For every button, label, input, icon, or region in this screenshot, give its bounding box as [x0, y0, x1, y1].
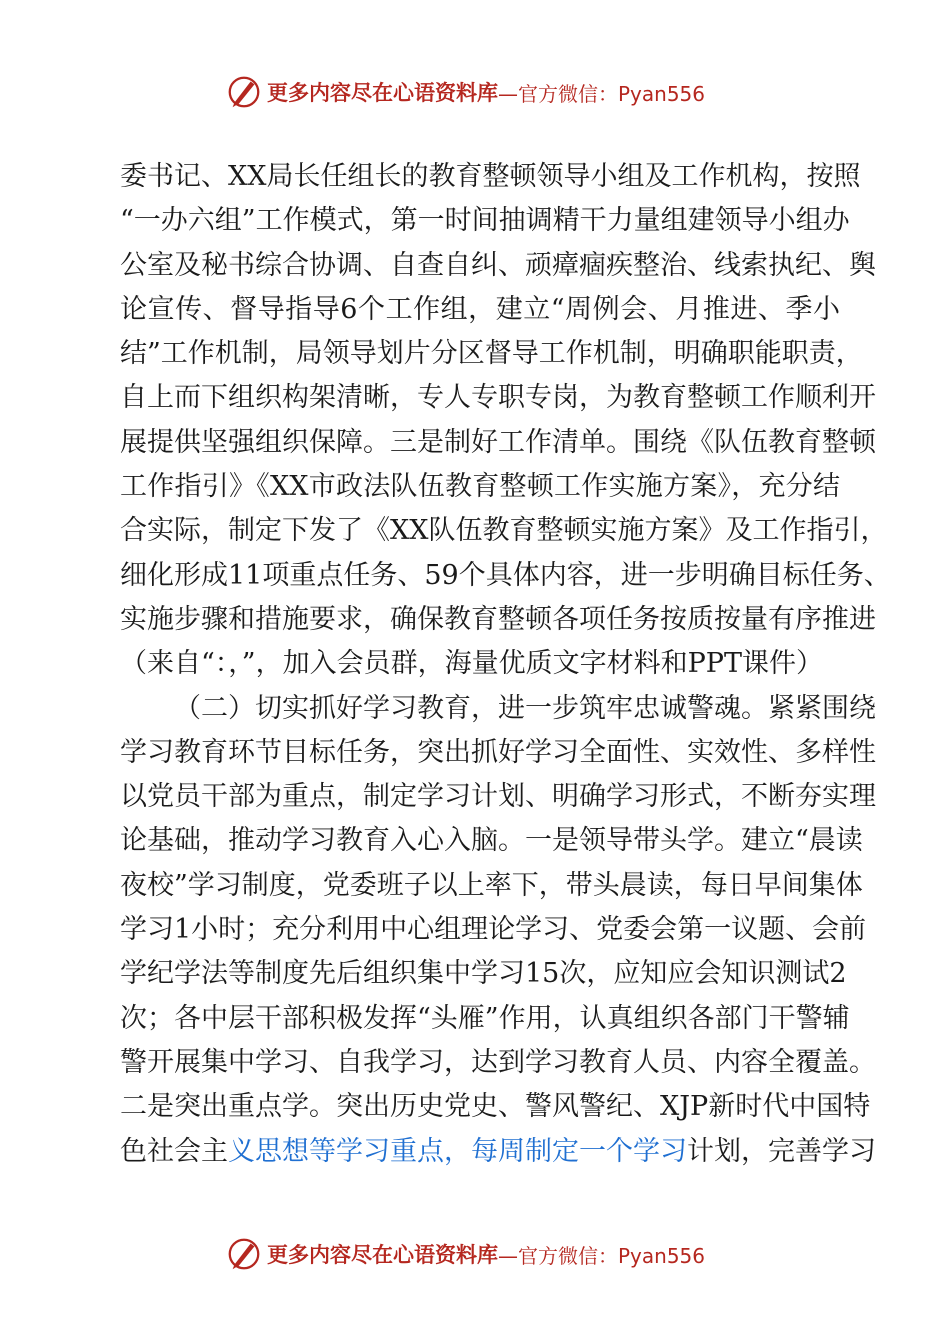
text-line: 结”工作机制，局领导划片分区督导工作机制，明确职能职责， — [120, 338, 863, 370]
banner-title: 更多内容尽在心语资料库 — [267, 80, 498, 105]
text-segment: 计划，完善学习 — [687, 1135, 876, 1167]
text-line: 自上而下组织构架清晰，专人专职专岗，为教育整顿工作顺利开 — [120, 382, 876, 414]
text-line: 夜校”学习制度，党委班子以上率下，带头晨读，每日早间集体 — [120, 869, 863, 901]
document-body — [120, 155, 891, 1174]
text-line: 学习1小时；充分利用中心组理论学习、党委会第一议题、会前 — [120, 914, 867, 946]
text-line: 实施步骤和措施要求，确保教育整顿各项任务按质按量有序推进 — [120, 603, 876, 635]
text-line: 以党员干部为重点，制定学习计划、明确学习形式，不断夯实理 — [120, 781, 876, 813]
text-line: 二是突出重点学。突出历史党史、警风警纪、XJP新时代中国特 — [120, 1091, 871, 1123]
footer-banner — [225, 1234, 745, 1274]
text-line: 合实际，制定下发了《XX队伍教育整顿实施方案》及工作指引， — [120, 515, 888, 547]
header-banner — [225, 72, 745, 112]
highlighted-text: 义思想等学习重点，每周制定一个学习 — [228, 1135, 687, 1167]
text-line: 警开展集中学习、自我学习，达到学习教育人员、内容全覆盖。 — [120, 1046, 876, 1078]
text-line: “一办六组”工作模式，第一时间抽调精干力量组建领导小组办 — [120, 205, 850, 237]
text-line: 公室及秘书综合协调、自查自纠、顽瘴痼疾整治、线索执纪、舆 — [120, 249, 876, 281]
text-line: 工作指引》《XX市政法队伍教育整顿工作实施方案》，充分结 — [120, 471, 840, 503]
pen-logo-icon — [225, 1235, 263, 1273]
text-line: 论基础，推动学习教育入心入脑。一是领导带头学。建立“晨读 — [120, 825, 863, 857]
text-line: 学纪学法等制度先后组织集中学习15次，应知应会知识测试2 — [120, 958, 847, 990]
text-line-last — [120, 1130, 876, 1174]
pen-logo-icon — [225, 73, 263, 111]
banner-title: 更多内容尽在心语资料库 — [267, 1242, 498, 1267]
text-segment: 色社会主 — [120, 1135, 228, 1167]
text-line: 委书记、XX局长任组长的教育整顿领导小组及工作机构，按照 — [120, 161, 861, 192]
banner-wechat: —官方微信：Pyan556 — [498, 1243, 706, 1268]
banner-wechat: —官方微信：Pyan556 — [498, 81, 706, 106]
section-heading-line: （二）切实抓好学习教育，进一步筑牢忠诚警魂。紧紧围绕 — [174, 692, 876, 724]
text-line: 论宣传、督导指导6个工作组，建立“周例会、月推进、季小 — [120, 293, 840, 325]
text-line: 展提供坚强组织保障。三是制好工作清单。围绕《队伍教育整顿 — [120, 426, 876, 458]
text-line: 次；各中层干部积极发挥“头雁”作用，认真组织各部门干警辅 — [120, 1002, 850, 1034]
text-line: 细化形成11项重点任务、59个具体内容，进一步明确目标任务、 — [120, 559, 891, 591]
text-line: （来自“：，”，加入会员群，海量优质文字材料和PPT课件） — [120, 648, 823, 680]
text-line: 学习教育环节目标任务，突出抓好学习全面性、实效性、多样性 — [120, 736, 876, 768]
